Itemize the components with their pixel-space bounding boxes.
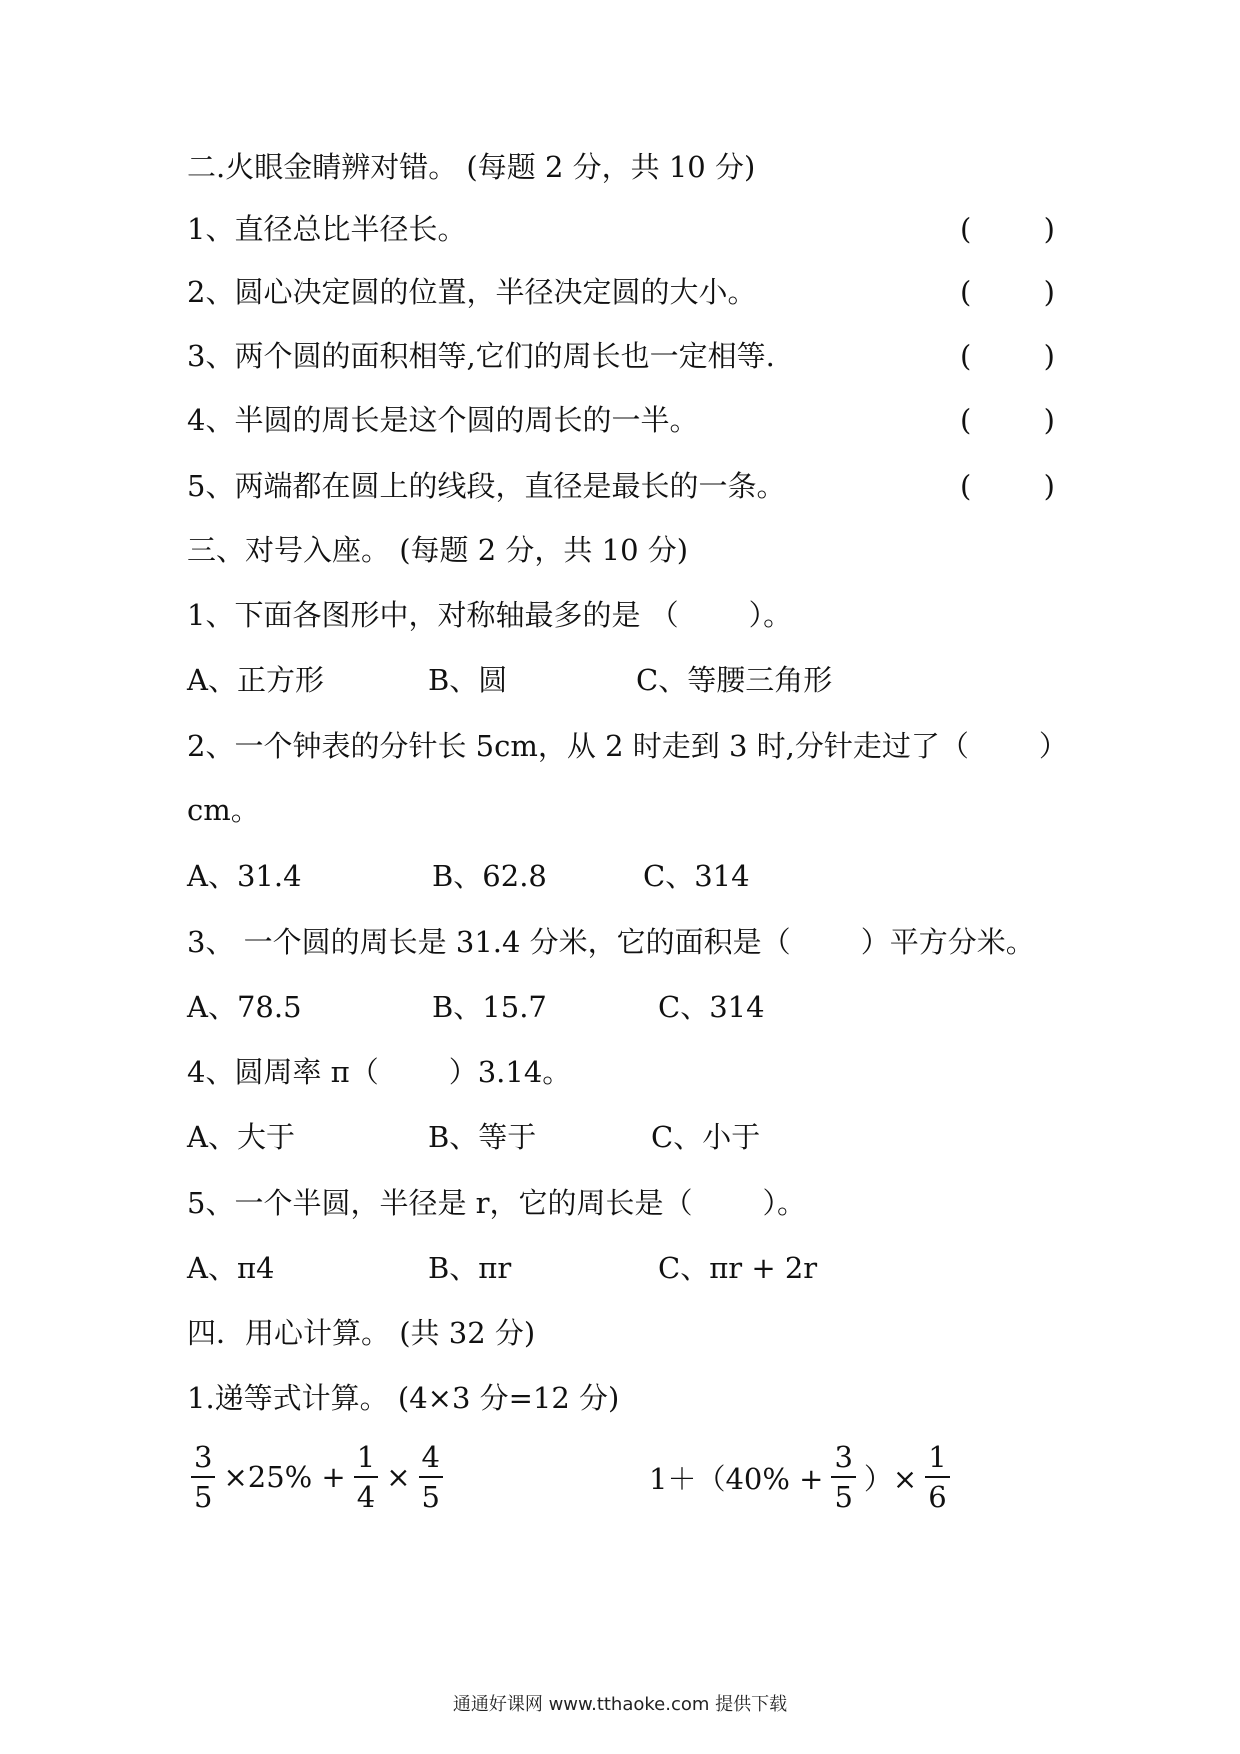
- q4-option-c[interactable]: C、小于: [651, 1120, 761, 1154]
- q5-option-b[interactable]: B、πr: [428, 1251, 512, 1285]
- section4-subtitle: 1.递等式计算。 (4×3 分=12 分): [187, 1381, 620, 1415]
- true-false-item-5: 5、两端都在圆上的线段，直径是最长的一条。: [187, 469, 786, 503]
- q5-option-c[interactable]: C、πr + 2r: [658, 1251, 818, 1285]
- calc-expression-1: $\frac{3}{5}$ ×25% + $\frac{1}{4}$ × $\frac{4}{5}$: [187, 1440, 447, 1514]
- q3-option-c[interactable]: C、314: [658, 990, 765, 1024]
- section2-title: 二.火眼金睛辨对错。 (每题 2 分，共 10 分): [187, 150, 756, 184]
- fraction: $\frac{1}{6}$: [925, 1440, 949, 1514]
- choice-question-1: 1、下面各图形中，对称轴最多的是 （ ）。: [187, 598, 793, 632]
- fraction: $\frac{1}{4}$: [354, 1440, 378, 1514]
- choice-question-5: 5、一个半圆，半径是 r，它的周长是（ ）。: [187, 1186, 807, 1220]
- choice-question-3: 3、 一个圆的周长是 31.4 分米，它的面积是（ ）平方分米。: [187, 925, 1035, 959]
- choice-question-2-continued: cm。: [187, 793, 260, 827]
- q5-option-a[interactable]: A、π4: [187, 1251, 275, 1285]
- choice-question-4: 4、圆周率 π（ ）3.14。: [187, 1055, 572, 1089]
- answer-parens-4[interactable]: ( ): [960, 403, 1055, 437]
- q3-option-a[interactable]: A、78.5: [187, 990, 302, 1024]
- fraction: $\frac{3}{5}$: [191, 1440, 215, 1514]
- q4-option-a[interactable]: A、大于: [187, 1120, 295, 1154]
- q2-option-b[interactable]: B、62.8: [432, 859, 547, 893]
- section4-title: 四．用心计算。 (共 32 分): [187, 1316, 536, 1350]
- answer-parens-3[interactable]: ( ): [960, 339, 1055, 373]
- q3-option-b[interactable]: B、15.7: [432, 990, 547, 1024]
- true-false-item-1: 1、直径总比半径长。: [187, 212, 467, 246]
- q1-option-b[interactable]: B、圆: [428, 663, 508, 697]
- true-false-item-4: 4、半圆的周长是这个圆的周长的一半。: [187, 403, 699, 437]
- answer-parens-2[interactable]: ( ): [960, 275, 1055, 309]
- footer-source: 通通好课网 www.tthaoke.com 提供下载: [452, 1694, 788, 1715]
- answer-parens-1[interactable]: ( ): [960, 212, 1055, 246]
- q1-option-c[interactable]: C、等腰三角形: [636, 663, 833, 697]
- true-false-item-2: 2、圆心决定圆的位置，半径决定圆的大小。: [187, 275, 757, 309]
- q1-option-a[interactable]: A、正方形: [187, 663, 324, 697]
- fraction: $\frac{3}{5}$: [831, 1440, 855, 1514]
- q2-option-c[interactable]: C、314: [643, 859, 750, 893]
- choice-question-2: 2、一个钟表的分针长 5cm，从 2 时走到 3 时,分针走过了（ ）: [187, 729, 1068, 763]
- fraction: $\frac{4}{5}$: [419, 1440, 443, 1514]
- answer-parens-5[interactable]: ( ): [960, 469, 1055, 503]
- calc-expression-2: 1＋（40% + $\frac{3}{5}$ ）× $\frac{1}{6}$: [645, 1440, 954, 1514]
- q2-option-a[interactable]: A、31.4: [187, 859, 302, 893]
- section3-title: 三、对号入座。 (每题 2 分，共 10 分): [187, 533, 689, 567]
- q4-option-b[interactable]: B、等于: [428, 1120, 537, 1154]
- true-false-item-3: 3、两个圆的面积相等,它们的周长也一定相等.: [187, 339, 775, 373]
